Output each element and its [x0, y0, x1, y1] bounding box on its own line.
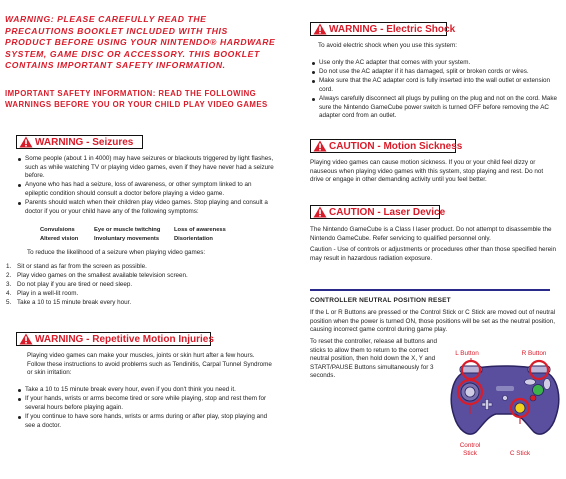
motion-title: CAUTION - Motion Sickness	[329, 140, 463, 152]
gamecube-controller-diagram	[446, 358, 564, 448]
shock-bullet: Use only the AC adapter that comes with your system.	[310, 59, 558, 68]
intro-important: IMPORTANT SAFETY INFORMATION: READ THE FOLLOWING WARNINGS BEFORE YOU OR YOUR CHILD PLAY VIDEO GAMES	[5, 89, 268, 109]
c-stick-label: C Stick	[509, 450, 531, 457]
section-divider	[310, 289, 550, 291]
laser-header	[310, 205, 446, 219]
motion-body: Playing video games can cause motion sickness. If you or your child feel dizzy or nauseous when playing video games with this system, stop playing and rest. Do not drive or engage in other demanding activity until you feel better.	[310, 159, 544, 184]
c-stick-shape	[515, 403, 525, 413]
warning-triangle-icon	[19, 333, 33, 345]
shock-intro: To avoid electric shock when you use this system:	[318, 42, 457, 49]
rmi-bullet: If your hands, wrists or arms become tired or sore while playing, stop and rest them for several hours before playing again.	[16, 395, 274, 412]
seizures-header	[16, 135, 143, 149]
shock-bullet: Do not use the AC adapter if it has damaged, split or broken cords or wires.	[310, 68, 558, 77]
rmi-bullet: If you continue to have sore hands, wrists or arms during or after play, stop playing and see a doctor.	[16, 413, 274, 430]
symptom-cell: Eye or muscle twitching	[94, 227, 161, 233]
step-item: 2. Play video games on the smallest available television screen.	[6, 272, 188, 280]
warning-triangle-icon	[313, 140, 327, 152]
controller-reset: To reset the controller, release all buttons and sticks to allow them to return to the correct neutral position, then hold down the X, Y and START/PAUSE Buttons simultaneously for 3 seconds.	[310, 338, 438, 380]
controller-title: CONTROLLER NEUTRAL POSITION RESET	[310, 297, 451, 304]
seizures-steps	[6, 263, 276, 308]
rmi-title: WARNING - Repetitive Motion Injuries	[35, 333, 214, 345]
step-item: 1. Sit or stand as far from the screen as possible.	[6, 263, 147, 270]
laser-title: CAUTION - Laser Device	[329, 206, 446, 218]
seizures-bullet: Anyone who has had a seizure, loss of awareness, or other symptom linked to an epileptic condition should consult a doctor before playing a video game.	[16, 181, 274, 198]
step-item: 3. Do not play if you are tired or need sleep.	[6, 281, 133, 289]
step-item: 4. Play in a well-lit room.	[6, 290, 79, 298]
rmi-bullet: Take a 10 to 15 minute break every hour, even if you don't think you need it.	[16, 386, 274, 395]
seizures-bullets	[16, 155, 274, 217]
symptom-cell: Loss of awareness	[174, 227, 226, 233]
shock-bullet: Make sure that the AC adapter cord is fully inserted into the wall outlet or extension cord.	[310, 77, 558, 94]
rmi-header	[16, 332, 214, 346]
l-button-label: L Button	[455, 350, 479, 357]
r-button-label: R Button	[521, 350, 547, 357]
seizures-title: WARNING - Seizures	[35, 136, 134, 148]
symptom-cell: Disorientation	[174, 236, 213, 242]
warning-triangle-icon	[19, 136, 33, 148]
warning-triangle-icon	[313, 206, 327, 218]
controller-body: If the L or R Buttons are pressed or the Control Stick or C Stick are moved out of neutral position when the power is turned ON, those positions will be set as the neutral position, causing incorrect game control during game play.	[310, 309, 556, 334]
seizures-bullet: Some people (about 1 in 4000) may have seizures or blackouts triggered by light flashes, such as while watching TV or playing video games, even if they have never had a seizure before.	[16, 155, 274, 181]
step-item: 5. Take a 10 to 15 minute break every hour.	[6, 299, 132, 307]
seizures-bullet: Parents should watch when their children play video games. Stop playing and consult a doctor if you or your child have any of the following symptoms:	[16, 199, 274, 216]
symptom-cell: Involuntary movements	[94, 236, 160, 242]
intro-warning: WARNING: PLEASE CAREFULLY READ THE PRECAUTIONS BOOKLET INCLUDED WITH THIS PRODUCT BEFORE USING YOUR NINTENDO® HARDWARE SYSTEM, GAME DISC OR ACCESSORY. THIS BOOKLET CONTAINS IMPORTANT SAFETY INFORMATION.	[5, 14, 276, 70]
laser-body-1: The Nintendo GameCube is a Class I laser product. Do not attempt to disassemble the Nintendo GameCube. Refer servicing to qualified personnel only.	[310, 226, 552, 242]
control-stick-label: Control Stick	[459, 442, 481, 457]
symptom-table	[40, 226, 226, 244]
shock-bullet: Always carefully disconnect all plugs by pulling on the plug and not on the cord. Make sure the Nintendo GameCube power switch is turned OFF before removing the AC adapter cord from an outlet.	[310, 95, 558, 121]
symptom-row	[40, 226, 226, 235]
rmi-bullets	[16, 386, 274, 431]
shock-title: WARNING - Electric Shock	[329, 23, 456, 35]
motion-header	[310, 139, 463, 153]
seizures-reduce: To reduce the likelihood of a seizure when playing video games:	[27, 249, 206, 256]
shock-bullets	[310, 59, 558, 122]
symptom-row	[40, 235, 226, 244]
symptom-cell: Altered vision	[40, 236, 79, 242]
laser-body-2: Caution - Use of controls or adjustments or procedures other than those specified herein may result in hazardous radiation exposure.	[310, 246, 557, 262]
shock-header	[310, 22, 456, 36]
warning-triangle-icon	[313, 23, 327, 35]
rmi-intro: Playing video games can make your muscles, joints or skin hurt after a few hours. Follow these instructions to avoid problems such as Tendinitis, Carpal Tunnel Syndrome or skin irritation:	[27, 352, 272, 377]
symptom-cell: Convulsions	[40, 227, 75, 233]
